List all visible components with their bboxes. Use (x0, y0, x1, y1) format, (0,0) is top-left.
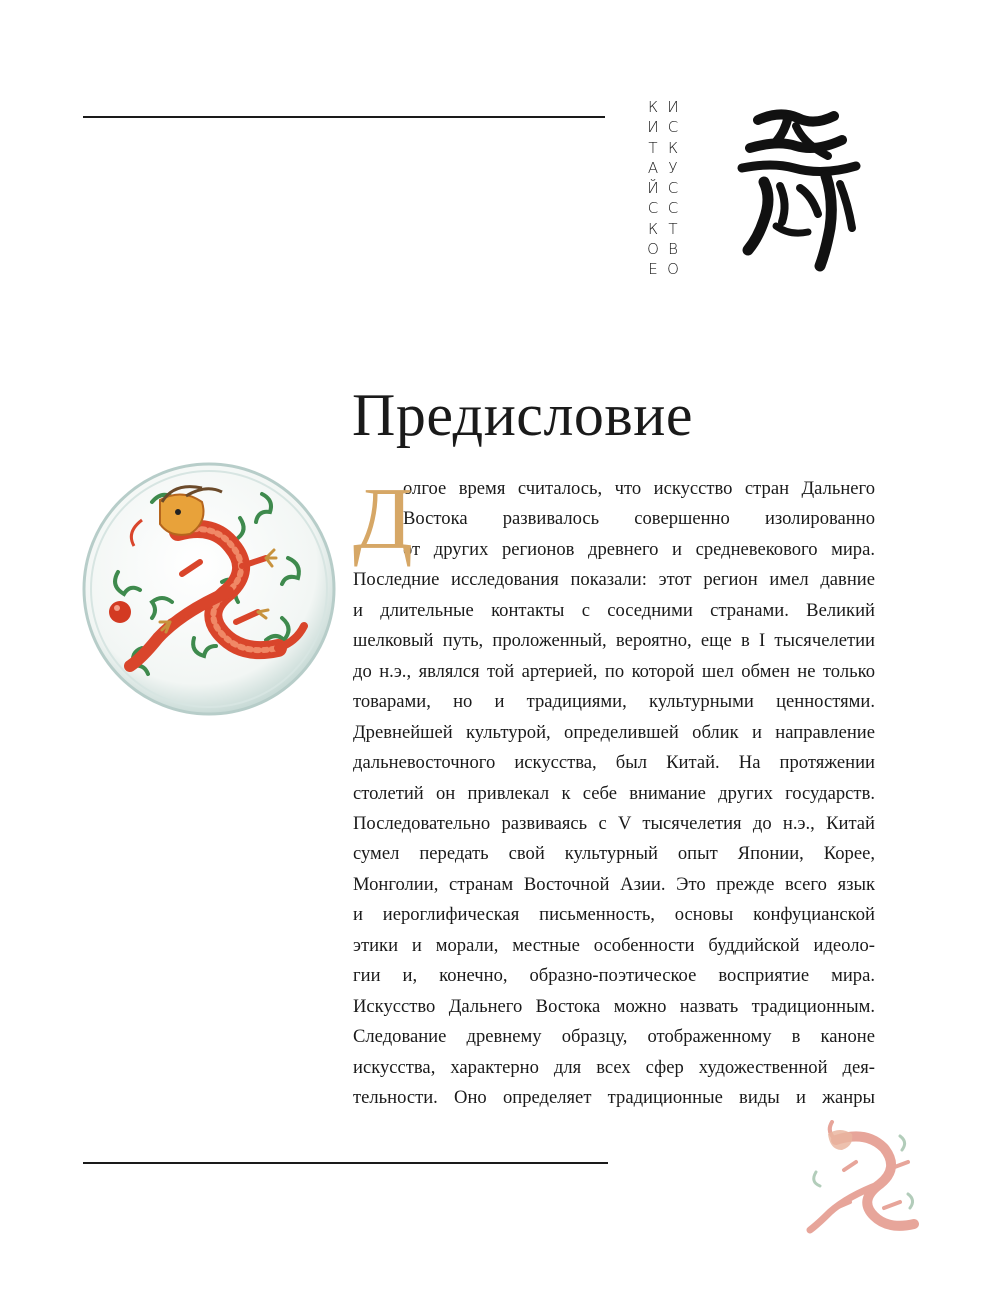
vertical-letter: У (668, 158, 678, 177)
vertical-letter: О (647, 240, 659, 259)
vertical-title-chinese (646, 97, 660, 280)
vertical-letter: Е (648, 260, 658, 279)
preface-body (353, 471, 875, 1114)
vertical-letter: И (647, 118, 659, 137)
body-line: и длительные контакты с соседними странами. Великий (353, 599, 875, 621)
body-line: дальневосточного искусства, был Китай. На протяжении (353, 752, 875, 774)
body-line: до н.э., являлся той артерией, по которой шел обмен не только (353, 660, 875, 682)
body-line: столетий он привлекал к себе внимание других государств. (353, 782, 875, 804)
top-rule (83, 116, 605, 118)
body-line: шелковый путь, проложенный, вероятно, еще в I тысячелетии (353, 630, 875, 652)
vertical-letter: К (647, 98, 659, 116)
body-line: олгое время считалось, что искусство стран Дальнего (403, 478, 875, 499)
vertical-letter: А (647, 158, 659, 177)
page-title: Предисловие (352, 382, 693, 448)
vertical-letter: В (668, 240, 678, 259)
vertical-letter: С (667, 179, 679, 198)
vertical-letter: И (667, 98, 679, 116)
body-line: товарами, но и традициями, культурными ценностями. (353, 691, 875, 713)
body-line: и иероглифическая письменность, основы конфуцианской (353, 904, 875, 926)
body-line: Последовательно развиваясь с V тысячелетия до н.э., Китай (353, 812, 875, 834)
vertical-letter: С (667, 199, 679, 218)
vertical-letter: Т (648, 138, 658, 157)
vertical-letter: О (667, 260, 679, 279)
bottom-rule (83, 1162, 608, 1164)
body-line: гии и, конечно, образно-поэтическое восприятие мира. (353, 965, 875, 987)
vertical-letter: К (647, 219, 659, 238)
body-line: Искусство Дальнего Востока можно назвать традиционным. (353, 995, 875, 1017)
body-line: этики и морали, местные особенности буддийской идеоло- (353, 934, 875, 956)
vertical-letter: Й (647, 179, 659, 198)
vertical-letter: К (667, 138, 679, 157)
body-line: от других регионов древнего и средневекового мира. (403, 538, 875, 560)
vertical-letter: С (647, 199, 659, 218)
dragon-plate-icon (82, 462, 336, 716)
body-line: искусства, характерно для всех сфер художественной дея- (353, 1056, 875, 1078)
chinese-seal-character-icon (730, 104, 862, 274)
body-line: Монголии, странам Восточной Азии. Это прежде всего язык (353, 873, 875, 895)
body-line: Последние исследования показали: этот регион имел давние (353, 569, 875, 591)
body-line: Следование древнему образцу, отображенному в каноне (353, 1026, 875, 1048)
vertical-letter: С (667, 118, 679, 137)
vertical-letter: Т (668, 219, 678, 238)
body-line: Древнейшей культурой, определившей облик и направление (353, 721, 875, 743)
body-line: сумел передать свой культурный опыт Японии, Корее, (353, 843, 875, 865)
dragon-ornament-icon (796, 1112, 930, 1246)
drop-cap: Д (353, 471, 414, 568)
vertical-title-art (666, 97, 680, 280)
body-line: Востока развивалось совершенно изолированно (403, 508, 875, 530)
body-line: тельности. Оно определяет традиционные виды и жанры (353, 1087, 875, 1109)
